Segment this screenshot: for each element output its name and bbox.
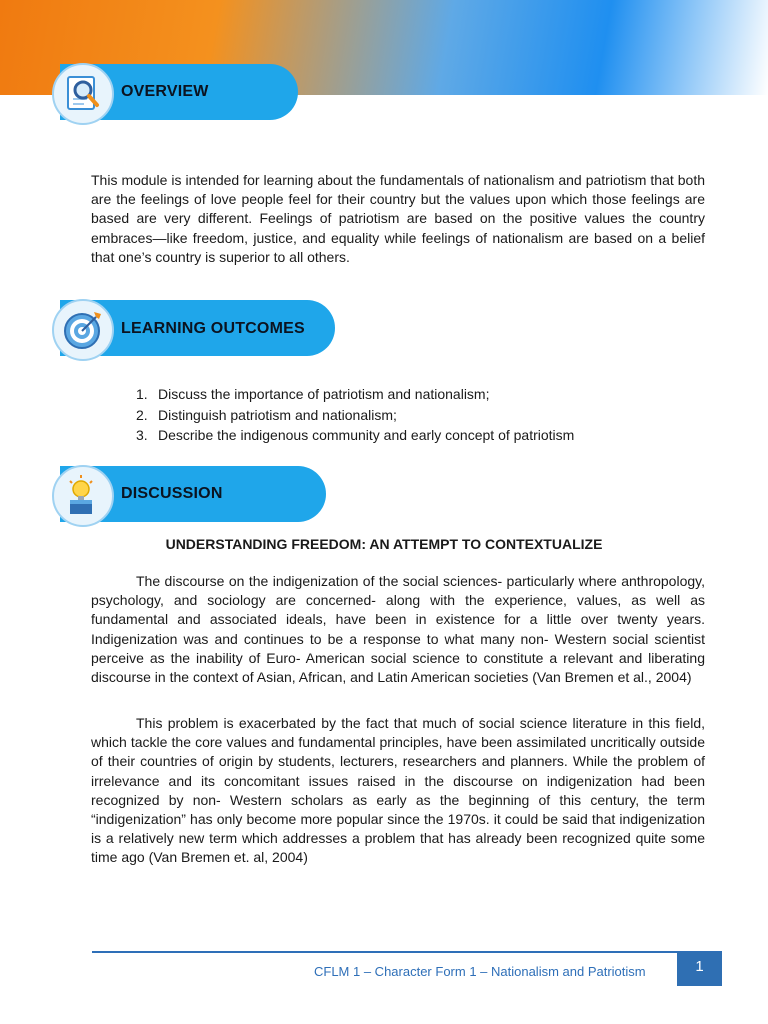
page-number: 1 [677, 952, 722, 986]
footer-course-title: CFLM 1 – Character Form 1 – Nationalism and Patriotism [314, 964, 646, 979]
overview-icon-badge [52, 63, 114, 125]
lightbulb-box-icon [54, 467, 112, 525]
discussion-paragraph-2: This problem is exacerbated by the fact that much of social science literature in this field, which tackle the core values and fundamental principles, have been assimilated uncritically outside of their countries of origin by students, lecturers, researchers and planners. While the problem of irrelevance and its concomitant issues raised in the discourse on indigenization had been recognized by non- Western scholars as early as the beginning of this century, the term “indigenization” has only become more popular since the 1970s. it could be said that indigenization is a relatively new term which addresses a problem that has already been recognized quite some time ago (Van Bremen et. al, 2004) [91, 715, 705, 866]
discussion-subheading: UNDERSTANDING FREEDOM: AN ATTEMPT TO CONTEXTUALIZE [165, 536, 603, 552]
discussion-title: DISCUSSION [121, 485, 223, 502]
target-icon [54, 301, 112, 359]
discussion-paragraph-1: The discourse on the indigenization of the social sciences- particularly where anthropology, psychology, and sociology are concerned- along with the experience, values, as well as fundamental and associated ideals, have been in existence for a little over twenty years. Indigenization was and continues to be a response to what many non- Western social scientist perceive as the inability of Euro- American social science to constitute a relevant and liberating discourse in the context of Asian, African, and Latin American societies (Van Bremen et al., 2004) [91, 573, 705, 686]
learning-outcomes-title: LEARNING OUTCOMES [121, 320, 305, 337]
overview-title: OVERVIEW [121, 83, 209, 100]
discussion-icon-badge [52, 465, 114, 527]
list-item: 1. Discuss the importance of patriotism and nationalism; [136, 386, 490, 402]
overview-paragraph: This module is intended for learning about the fundamentals of nationalism and patriotism that both are the feelings of love people feel for their country but the values upon which those feelings are based are very different. Feelings of patriotism are based on the positive values the country embraces—like freedom, justice, and equality while feelings of nationalism are based on a belief that one’s country is superior to all others. [91, 172, 705, 265]
list-item: 3. Describe the indigenous community and early concept of patriotism [136, 427, 575, 443]
list-item: 2. Distinguish patriotism and nationalism; [136, 406, 397, 423]
learning-outcomes-icon-badge [52, 299, 114, 361]
footer-rule [92, 951, 722, 953]
magnifier-document-icon [54, 65, 112, 123]
learning-outcomes-list [136, 384, 574, 446]
